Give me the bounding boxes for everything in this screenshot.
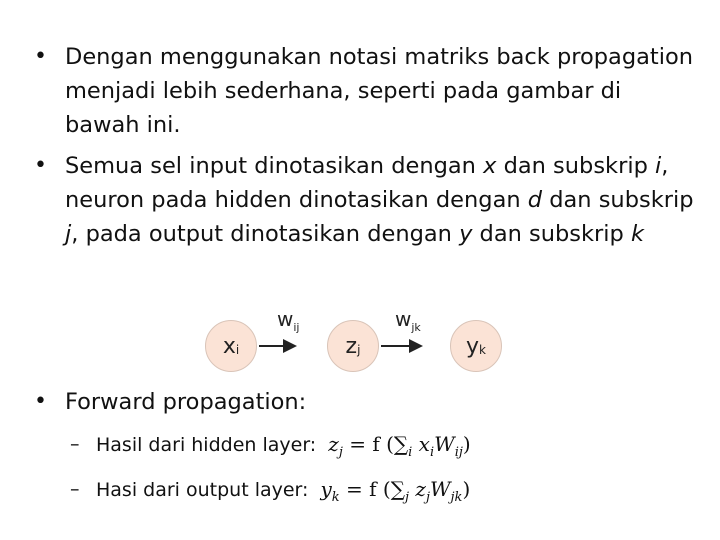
- weight-label: [395, 307, 421, 334]
- text-span: dan subskrip: [542, 187, 694, 213]
- text-span: , pada output dinotasikan dengan: [71, 221, 460, 247]
- var-k: k: [631, 221, 645, 247]
- formula-part: = f (∑: [339, 477, 405, 501]
- weight-label: [277, 307, 299, 334]
- formula-sub: i: [429, 445, 435, 460]
- var-j: j: [65, 221, 72, 247]
- formula-sub: j: [405, 490, 410, 505]
- arrow-icon: [259, 345, 295, 347]
- node-label: z: [345, 333, 358, 359]
- bullet-dot: •: [34, 153, 47, 178]
- arrow-icon: [381, 345, 421, 347]
- text-span: neuron pada hidden dinotasikan dengan: [65, 187, 528, 213]
- formula-part: z: [409, 477, 426, 501]
- formula-item-output: [30, 471, 700, 516]
- forward-propagation-section: [30, 385, 700, 516]
- bullet-line: Dengan menggunakan notasi matriks back propagation: [65, 44, 694, 70]
- bullet-line: menjadi lebih sederhana, seperti pada gambar di: [65, 78, 622, 104]
- formula-sub: ij: [454, 445, 463, 460]
- network-diagram: [195, 305, 515, 385]
- formula-part: ): [462, 432, 471, 456]
- weight-base: w: [277, 307, 294, 331]
- formula-label: Hasil dari hidden layer:: [96, 434, 317, 456]
- formula-output: [320, 477, 471, 505]
- bullet-dot: •: [34, 44, 47, 69]
- var-i: i: [655, 153, 662, 179]
- formula-part: x: [412, 432, 430, 456]
- node-hidden: [327, 320, 379, 372]
- formula-part: y: [320, 477, 332, 501]
- node-input: [205, 320, 257, 372]
- bullet-list: [30, 40, 700, 258]
- formula-part: W: [434, 432, 455, 456]
- formula-part: ): [462, 477, 471, 501]
- weight-sub: ij: [293, 321, 300, 334]
- bullet-item: [30, 40, 700, 142]
- node-sub: k: [479, 343, 486, 357]
- formula-sub: j: [338, 445, 343, 460]
- dash-marker: –: [70, 478, 80, 500]
- weight-base: w: [395, 307, 412, 331]
- dash-marker: –: [70, 433, 80, 455]
- var-y: y: [459, 221, 473, 247]
- formula-part: = f (∑: [342, 432, 409, 456]
- formula-sub: i: [408, 445, 413, 460]
- bullet-item: [30, 149, 700, 251]
- var-x: x: [483, 153, 497, 179]
- formula-item-hidden: [30, 426, 700, 471]
- node-label: y: [466, 333, 480, 359]
- var-d: d: [527, 187, 543, 213]
- formula-sub: j: [425, 490, 430, 505]
- formula-sub: jk: [450, 490, 463, 505]
- text-span: ,: [661, 153, 669, 179]
- bullet-line: [65, 149, 700, 183]
- formula-part: W: [429, 477, 451, 501]
- bullet-dot: •: [34, 389, 47, 414]
- bullet-item: [30, 385, 700, 419]
- node-label: x: [222, 333, 236, 359]
- formula-sub: k: [331, 490, 340, 505]
- bullet-line: [65, 217, 700, 251]
- text-span: Semua sel input dinotasikan dengan: [65, 153, 484, 179]
- formula-part: z: [328, 432, 339, 456]
- node-output: [450, 320, 502, 372]
- bullet-line: [65, 183, 700, 217]
- formula-label: Hasi dari output layer:: [96, 479, 309, 501]
- text-span: dan subskrip: [472, 221, 631, 247]
- formula-hidden: [328, 432, 471, 460]
- text-span: dan subskrip: [496, 153, 656, 179]
- section-title: Forward propagation:: [65, 389, 307, 415]
- node-sub: i: [235, 343, 240, 357]
- weight-sub: jk: [411, 321, 421, 334]
- node-sub: j: [357, 343, 361, 357]
- bullet-line: bawah ini.: [65, 112, 181, 138]
